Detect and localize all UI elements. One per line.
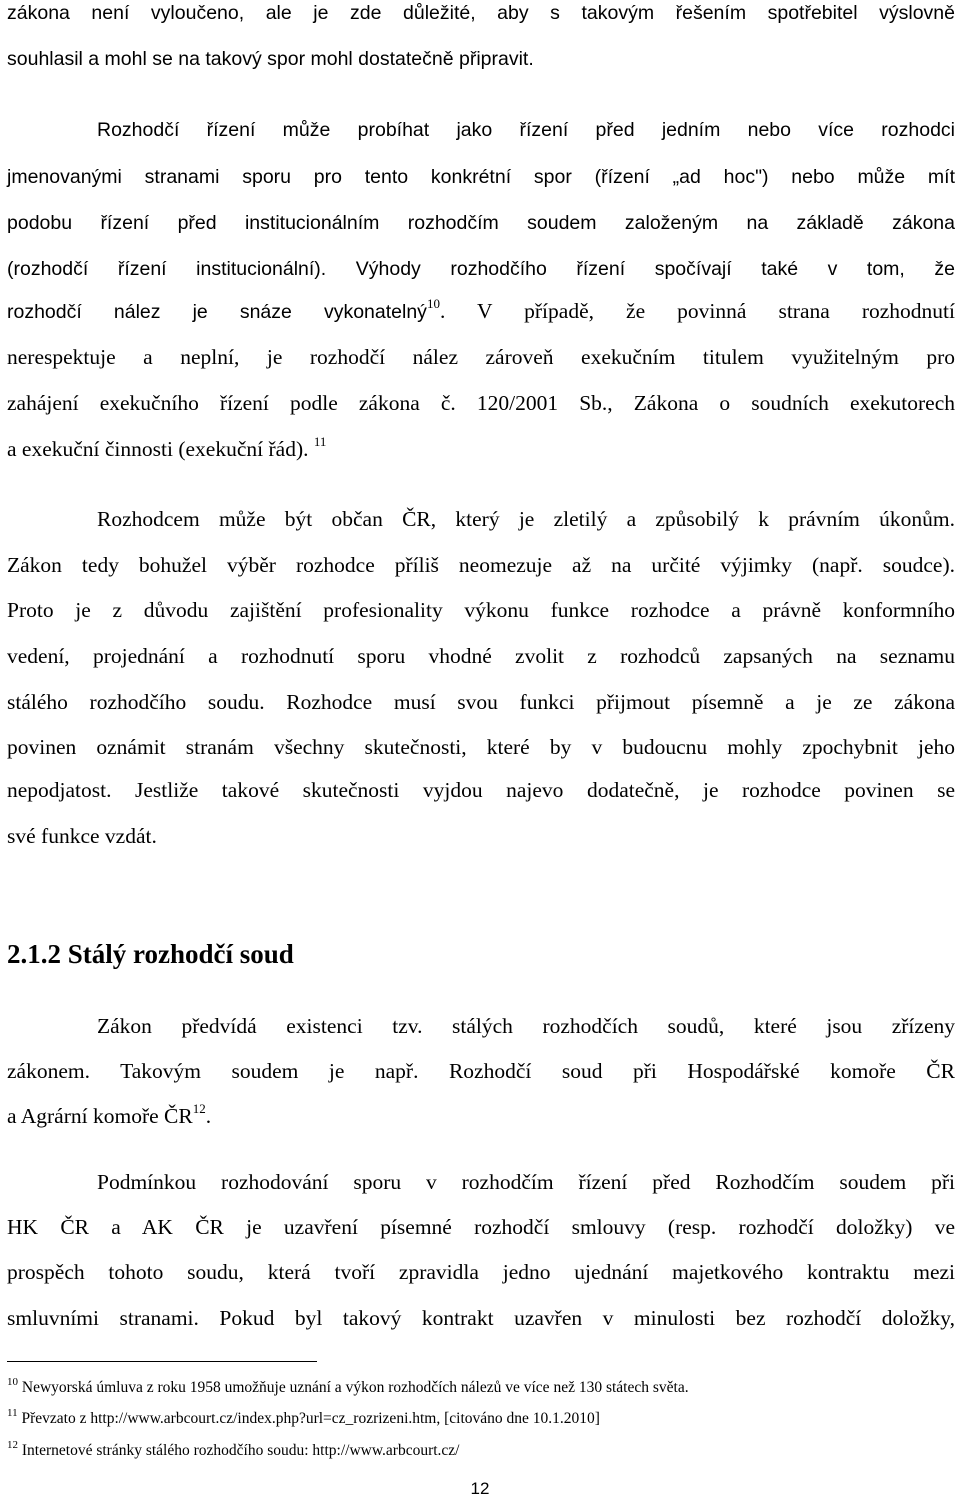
footnote-10: [7, 1375, 689, 1398]
page-number: 12: [470, 1479, 490, 1498]
p3-line-3a: a Agrární komoře ČR: [7, 1104, 193, 1128]
p3-line-2: zákonem. Takovým soudem je např. Rozhodčí soud při Hospodářské komoře ČR: [7, 1059, 955, 1083]
p2-line-3: Proto je z důvodu zajištění profesionality výkonu funkce rozhodce a právně konformního: [7, 598, 955, 622]
p1-line-5b: . V případě, že povinná strana rozhodnutí: [439, 299, 955, 323]
p1-line-8: [7, 433, 955, 462]
p2-line-6: povinen oznámit stranám všechny skutečnosti, které by v budoucnu mohly zpochybnit jeho: [7, 735, 955, 759]
intro-line-2: souhlasil a mohl se na takový spor mohl dostatečně připravit.: [7, 48, 534, 70]
p1-line-5a: rozhodčí nález je snáze vykonatelný: [7, 301, 427, 323]
p2-line-2: Zákon tedy bohužel výběr rozhodce příliš neomezuje až na určité výjimky (např. soudce).: [7, 553, 955, 577]
p3-line-3: [7, 1100, 955, 1129]
p1-line-1: Rozhodčí řízení může probíhat jako řízení před jedním nebo více rozhodci: [97, 119, 955, 141]
p1-line-8a: a exekuční činnosti (exekuční řád).: [7, 437, 314, 461]
p3-line-3b: .: [205, 1104, 212, 1128]
footnote-ref-12: 12: [192, 1100, 206, 1116]
p4-line-3: prospěch tohoto soudu, která tvoří zpravidla jedno ujednání majetkového kontraktu mezi: [7, 1260, 955, 1284]
p3-line-1: Zákon předvídá existenci tzv. stálých rozhodčích soudů, které jsou zřízeny: [97, 1014, 955, 1038]
section-heading: 2.1.2 Stálý rozhodčí soud: [7, 939, 294, 969]
p1-line-6: nerespektuje a neplní, je rozhodčí nález zároveň exekučním titulem využitelným pro: [7, 345, 955, 369]
p1-line-2: jmenovanými stranami sporu pro tento konkrétní spor (řízení „ad hoc") nebo může mít: [7, 166, 955, 188]
p2-line-5: stálého rozhodčího soudu. Rozhodce musí svou funkci přijmout písemně a je ze zákona: [7, 690, 955, 714]
footnote-divider: [7, 1361, 317, 1362]
footnote-text[interactable]: Převzato z http://www.arbcourt.cz/index.php?url=cz_rozrizeni.htm, [citováno dne 10.1.2010]: [21, 1410, 600, 1427]
footnote-11: [7, 1406, 600, 1429]
footnote-num: 11: [7, 1406, 18, 1419]
p1-line-3: podobu řízení před institucionálním rozhodčím soudem založeným na základě zákona: [7, 212, 955, 234]
p2-line-4: vedení, projednání a rozhodnutí sporu vhodné zvolit z rozhodců zapsaných na seznamu: [7, 644, 955, 668]
p4-line-1: Podmínkou rozhodování sporu v rozhodčím řízení před Rozhodčím soudem při: [97, 1170, 955, 1194]
p1-line-4: (rozhodčí řízení institucionální). Výhody rozhodčího řízení spočívají také v tom, že: [7, 258, 955, 280]
p2-line-8: své funkce vzdát.: [7, 824, 157, 848]
footnote-num: 10: [7, 1375, 18, 1388]
p2-line-7: nepodjatost. Jestliže takové skutečnosti vyjdou najevo dodatečně, je rozhodce povinen se: [7, 778, 955, 802]
footnote-12: [7, 1438, 460, 1461]
intro-line-1: zákona není vyloučeno, ale je zde důležité, aby s takovým řešením spotřebitel výslovně: [7, 2, 955, 24]
p2-line-1: Rozhodcem může být občan ČR, který je zletilý a způsobilý k právním úkonům.: [97, 507, 955, 531]
p4-line-2: HK ČR a AK ČR je uzavření písemné rozhodčí smlouvy (resp. rozhodčí doložky) ve: [7, 1215, 955, 1239]
p1-line-7: zahájení exekučního řízení podle zákona č. 120/2001 Sb., Zákona o soudních exekutorech: [7, 391, 955, 415]
footnote-ref-10: 10: [426, 295, 440, 311]
p1-line-5: [7, 295, 955, 325]
p4-line-4: smluvními stranami. Pokud byl takový kontrakt uzavřen v minulosti bez rozhodčí doložky,: [7, 1306, 955, 1330]
footnote-num: 12: [7, 1438, 18, 1451]
footnote-text: Newyorská úmluva z roku 1958 umožňuje uznání a výkon rozhodčích nálezů ve více než 130 státech světa.: [21, 1379, 689, 1396]
footnote-text[interactable]: Internetové stránky stálého rozhodčího soudu: http://www.arbcourt.cz/: [21, 1442, 460, 1459]
footnote-ref-11: 11: [313, 433, 327, 449]
